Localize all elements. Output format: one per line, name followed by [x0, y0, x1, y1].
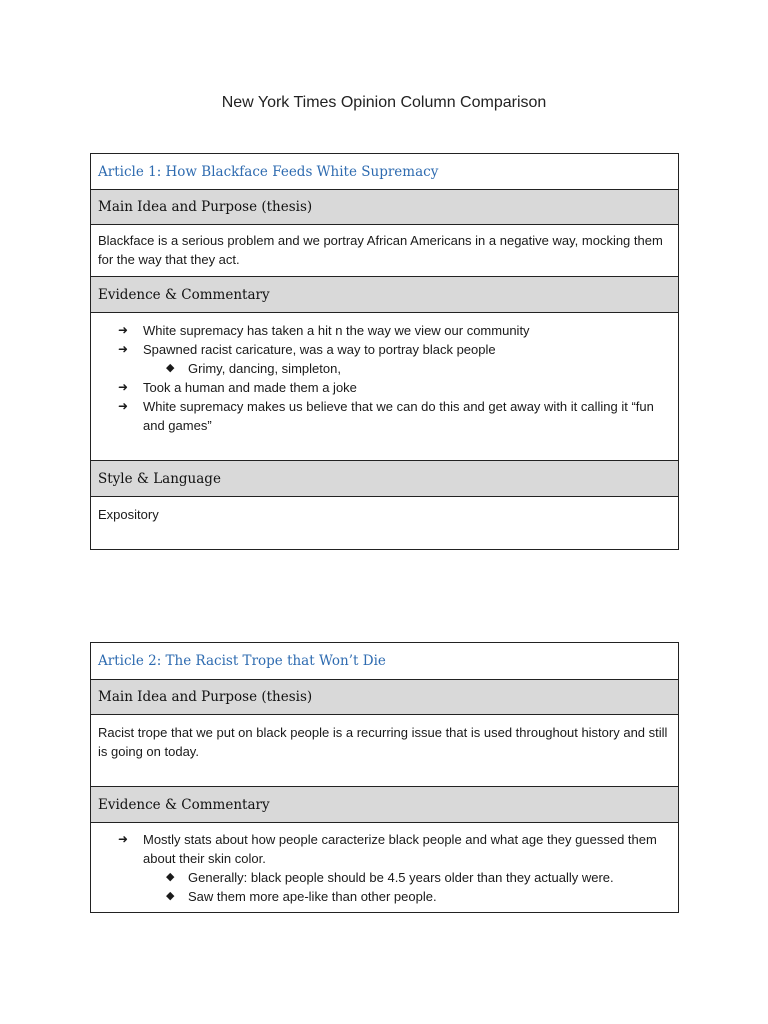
article-2-sublist	[143, 868, 671, 906]
article-2-table	[90, 642, 679, 913]
list-item: ◆ Generally: black people should be 4.5 years older than they actually were.	[166, 870, 614, 885]
article-1-evidence-body	[91, 312, 678, 460]
diamond-bullet-icon: ◆	[166, 871, 175, 883]
arrow-bullet-icon: ➜	[118, 832, 129, 846]
article-1-style-text: Expository	[91, 496, 678, 549]
document-title: New York Times Opinion Column Comparison	[221, 94, 547, 111]
article-1-evidence-list	[98, 321, 671, 435]
article-2-evidence-body	[91, 822, 678, 912]
article-1-sublist	[143, 359, 671, 378]
list-item: ➜ White supremacy has taken a hit n the way we view our community	[118, 323, 530, 338]
article-1-main-idea-text: Blackface is a serious problem and we portray African Americans in a negative way, mocking them for the way that they act.	[91, 224, 678, 276]
list-item: ➜ Took a human and made them a joke	[118, 380, 357, 395]
article-1-style-header: Style & Language	[91, 460, 678, 496]
list-item: ➜ White supremacy makes us believe that we can do this and get away with it calling it “fun and games”	[118, 399, 654, 433]
article-1-evidence-header: Evidence & Commentary	[91, 276, 678, 312]
diamond-bullet-icon: ◆	[166, 890, 175, 902]
arrow-bullet-icon: ➜	[118, 399, 129, 413]
article-1-main-idea-header: Main Idea and Purpose (thesis)	[91, 189, 678, 224]
list-item: ➜ Mostly stats about how people caracterize black people and what age they guessed them about their skin color. ◆ Generally: black people should be 4.5 years older than they actually were. ◆ Saw them more ape-like than other people.	[118, 830, 671, 906]
article-2-evidence-list	[98, 830, 671, 906]
article-2-title: Article 2: The Racist Trope that Won’t Die	[98, 653, 386, 669]
diamond-bullet-icon: ◆	[166, 362, 175, 374]
article-1-title: Article 1: How Blackface Feeds White Supremacy	[98, 163, 439, 180]
article-1-table	[90, 153, 679, 550]
list-item: ➜ Spawned racist caricature, was a way to portray black people ◆ Grimy, dancing, simpleton,	[118, 340, 671, 378]
article-2-main-idea-text: Racist trope that we put on black people is a recurring issue that is used throughout history and still is going on today.	[91, 714, 678, 786]
list-item: ◆ Grimy, dancing, simpleton,	[166, 361, 341, 376]
arrow-bullet-icon: ➜	[118, 323, 129, 337]
arrow-bullet-icon: ➜	[118, 380, 129, 394]
article-2-main-idea-header: Main Idea and Purpose (thesis)	[91, 679, 678, 714]
arrow-bullet-icon: ➜	[118, 342, 129, 356]
article-2-evidence-header: Evidence & Commentary	[91, 786, 678, 822]
list-item: ◆ Saw them more ape-like than other people.	[166, 889, 437, 904]
